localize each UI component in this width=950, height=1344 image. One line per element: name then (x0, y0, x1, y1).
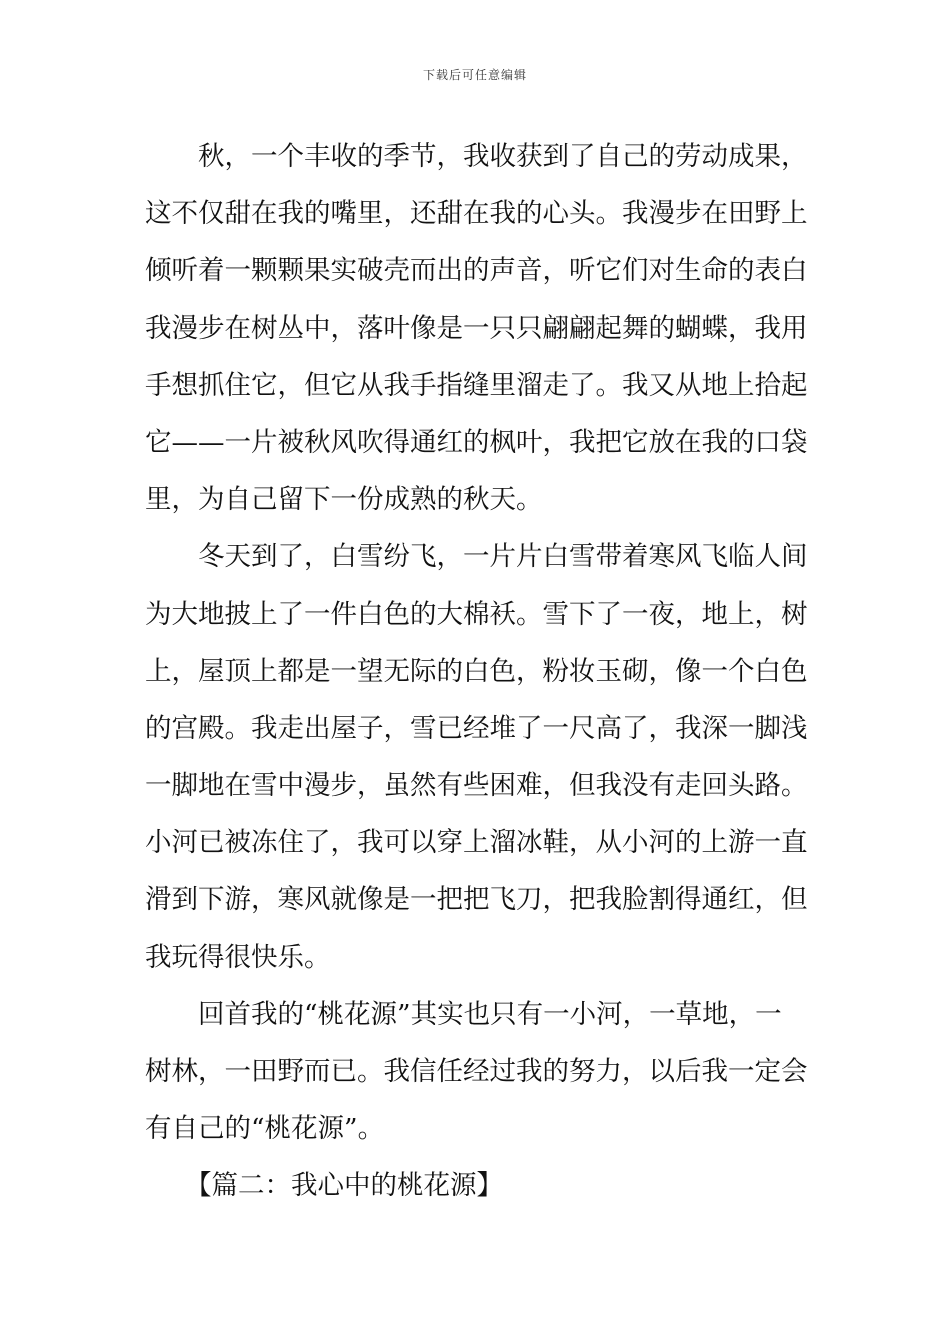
text-line: 手想抓住它，但它从我手指缝里溜走了。我又从地上拾起 (145, 369, 808, 401)
text-line: 为大地披上了一件白色的大棉袄。雪下了一夜，地上，树 (145, 598, 808, 630)
text-line: 回首我的“桃花源”其实也只有一小河，一草地，一 (145, 998, 782, 1030)
text-line: 上，屋顶上都是一望无际的白色，粉妆玉砌，像一个白色 (145, 655, 808, 687)
text-line: 树林，一田野而已。我信任经过我的努力，以后我一定会 (145, 1056, 808, 1087)
text-line: 有自己的“桃花源”。 (145, 1113, 385, 1145)
text-line: 冬天到了，白雪纷飞，一片片白雪带着寒风飞临人间 (145, 541, 808, 573)
text-line: 里，为自己留下一份成熟的秋天。 (145, 484, 543, 516)
section-heading: 【篇二：我心中的桃花源】 (185, 1170, 503, 1202)
text-line: 它——一片被秋风吹得通红的枫叶，我把它放在我的口袋 (145, 426, 808, 458)
text-line: 滑到下游，寒风就像是一把把飞刀，把我脸割得通红，但 (145, 884, 808, 916)
paragraph-winter (145, 528, 807, 986)
text-line: 这不仅甜在我的嘴里，还甜在我的心头。我漫步在田野上 (145, 198, 808, 230)
text-line: 小河已被冻住了，我可以穿上溜冰鞋，从小河的上游一直 (145, 827, 808, 859)
text-line: 秋，一个丰收的季节，我收获到了自己的劳动成果， (145, 141, 808, 172)
page-header: 下载后可任意编辑 (422, 68, 527, 82)
paragraph-autumn (145, 128, 807, 528)
text-line: 一脚地在雪中漫步，虽然有些困难，但我没有走回头路。 (145, 770, 808, 802)
text-line: 的宫殿。我走出屋子，雪已经堆了一尺高了，我深一脚浅 (145, 712, 808, 744)
paragraph-conclusion (145, 986, 807, 1158)
text-line: 我玩得很快乐。 (145, 941, 331, 973)
text-line: 我漫步在树丛中，落叶像是一只只翩翩起舞的蝴蝶，我用 (145, 312, 808, 344)
document-body (145, 128, 807, 1215)
text-line: 倾听着一颗颗果实破壳而出的声音，听它们对生命的表白 (145, 255, 808, 287)
